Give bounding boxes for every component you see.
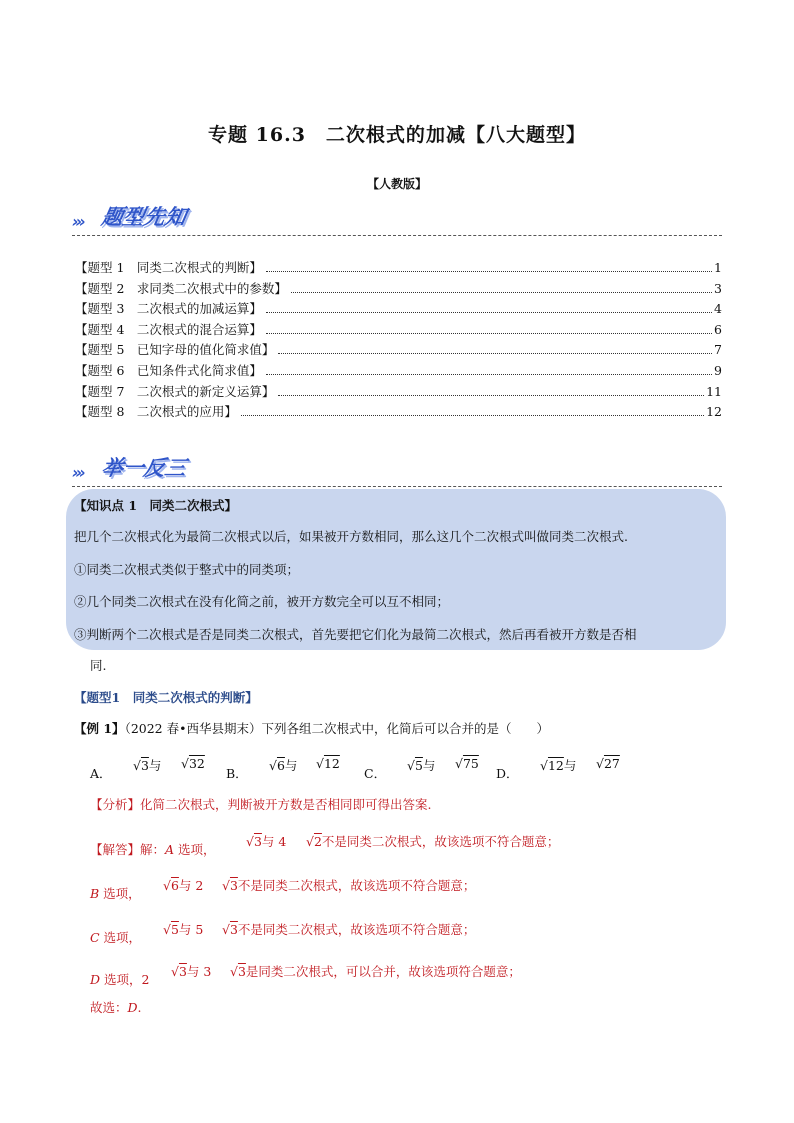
radical: √3: [133, 758, 149, 773]
option-d[interactable]: D．: [496, 766, 519, 781]
chevron-icon: ›››: [72, 463, 83, 482]
option-a-radicals: √3与: [133, 758, 162, 773]
toc-item[interactable]: 【题型 3 二次根式的加减运算】 4: [75, 301, 722, 317]
section-heading: 【题型1 同类二次根式的判断】: [74, 690, 258, 705]
banner-preview-text: 题型先知: [99, 205, 188, 229]
knowledge-point-3-cont: 同.: [90, 658, 107, 673]
answer-line-b: B 选项，: [90, 886, 141, 901]
answer-conclusion: 故选：D.: [90, 1000, 142, 1015]
option-c-radicals: √5与: [407, 758, 436, 773]
example-source: （2022 春•西华县期末）下列各组二次根式中，化简后可以合并的是（ ）: [124, 721, 549, 736]
toc-item[interactable]: 【题型 1 同类二次根式的判断】 1: [75, 260, 722, 275]
answer-a-rest: √2不是同类二次根式，故该选项不符合题意；: [306, 834, 560, 849]
option-d-radicals: √12与: [540, 758, 577, 773]
option-d-radical-2: √27: [596, 756, 620, 771]
answer-d-math: √3与 3: [171, 964, 212, 979]
answer-c-math: √5与 5: [163, 922, 204, 937]
divider: [72, 235, 722, 236]
answer-line-d: D 选项，2: [90, 972, 150, 987]
option-a-radical-2: √32: [181, 756, 205, 771]
knowledge-point-3: ③判断两个二次根式是否是同类二次根式，首先要把它们化为最简二次根式，然后再看被开方数是否相: [74, 627, 637, 642]
answer-b-math: √6与 2: [163, 878, 204, 893]
analysis: 【分析】化简二次根式，判断被开方数是否相同即可得出答案.: [90, 797, 432, 812]
toc-item[interactable]: 【题型 6 已知条件式化简求值】 9: [75, 362, 722, 378]
example-question: [74, 719, 549, 737]
banner-practice: [72, 452, 722, 488]
answer-c-rest: √3不是同类二次根式，故该选项不符合题意；: [222, 922, 476, 937]
knowledge-title: 【知识点 1 同类二次根式】: [74, 498, 238, 513]
table-of-contents: [75, 258, 722, 423]
option-a[interactable]: A．: [90, 766, 112, 781]
banner-practice-text: 举一反三: [99, 456, 188, 480]
option-c[interactable]: C．: [364, 766, 387, 781]
toc-item[interactable]: 【题型 7 二次根式的新定义运算】 11: [75, 383, 722, 399]
option-b-radical-2: √12: [316, 756, 340, 771]
toc-item[interactable]: 【题型 5 已知字母的值化简求值】 7: [75, 342, 722, 358]
option-b[interactable]: B．: [226, 766, 248, 781]
answer-d-rest: √3是同类二次根式，可以合并，故该选项符合题意；: [230, 964, 521, 979]
toc-item[interactable]: 【题型 2 求同类二次根式中的参数】 3: [75, 280, 722, 296]
option-c-radical-2: √75: [455, 756, 479, 771]
banner-preview: [72, 201, 722, 237]
knowledge-point-1: ①同类二次根式类似于整式中的同类项；: [74, 562, 300, 577]
toc-item[interactable]: 【题型 8 二次根式的应用】 12: [75, 404, 722, 420]
page-title: 专题 16.3 二次根式的加减【八大题型】: [208, 124, 586, 146]
answer-b-rest: √3不是同类二次根式，故该选项不符合题意；: [222, 878, 476, 893]
example-label: 【例 1】: [74, 721, 125, 736]
answer-line-c: C 选项，: [90, 930, 142, 945]
answer-a-math: √3与 4: [246, 834, 287, 849]
knowledge-point-2: ②几个同类二次根式在没有化简之前，被开方数完全可以互不相同；: [74, 594, 450, 609]
answer-line-a: 【解答】解：A 选项，: [90, 842, 216, 857]
knowledge-definition: 把几个二次根式化为最简二次根式以后，如果被开方数相同，那么这几个二次根式叫做同类二次根式.: [74, 529, 628, 544]
chevron-icon: ›››: [72, 212, 83, 231]
divider: [72, 486, 722, 487]
option-b-radicals: √6与: [269, 758, 298, 773]
analysis-tag: 【分析】: [90, 797, 141, 812]
edition-label: 【人教版】: [366, 177, 427, 191]
toc-item[interactable]: 【题型 4 二次根式的混合运算】 6: [75, 321, 722, 337]
